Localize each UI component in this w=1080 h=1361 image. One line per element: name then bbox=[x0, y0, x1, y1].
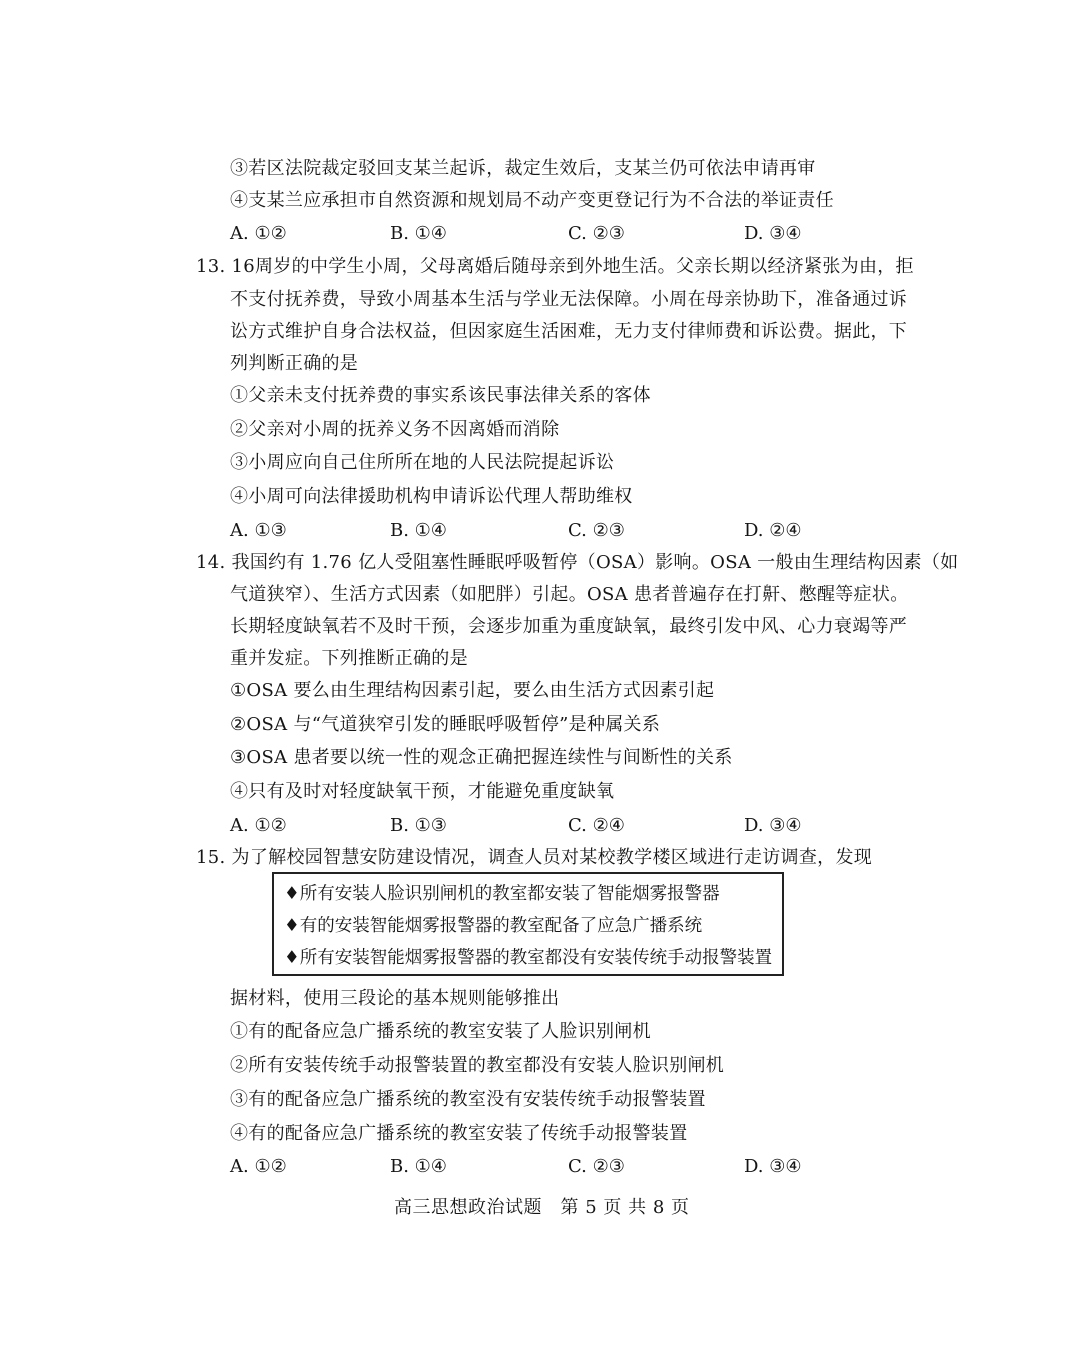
prev-statement-3: ③若区法院裁定驳回支某兰起诉，裁定生效后，支某兰仍可依法申请再审 bbox=[230, 158, 816, 179]
q15-option-c: C. ②③ bbox=[568, 1156, 625, 1177]
q15-option-d: D. ③④ bbox=[744, 1156, 802, 1177]
page-footer: 高三思想政治试题 第 5 页 共 8 页 bbox=[394, 1197, 690, 1218]
prev-statement-4: ④支某兰应承担市自然资源和规划局不动产变更登记行为不合法的举证责任 bbox=[230, 190, 834, 211]
q13-stem-line-4: 列判断正确的是 bbox=[230, 353, 359, 374]
q15-material-line-3: ♦所有安装智能烟雾报警器的教室都没有安装传统手动报警装置 bbox=[284, 948, 773, 968]
q13-stem-line-3: 讼方式维护自身合法权益，但因家庭生活困难，无力支付律师费和诉讼费。据此，下 bbox=[230, 321, 908, 342]
q15-statement-1: ①有的配备应急广播系统的教室安装了人脸识别闸机 bbox=[230, 1021, 651, 1042]
q14-option-c: C. ②④ bbox=[568, 815, 625, 836]
q14-stem-line-4: 重并发症。下列推断正确的是 bbox=[230, 648, 468, 669]
q14-option-b: B. ①③ bbox=[390, 815, 447, 836]
q13-statement-1: ①父亲未支付抚养费的事实系该民事法律关系的客体 bbox=[230, 385, 651, 406]
q14-stem-line-2: 气道狭窄）、生活方式因素（如肥胖）引起。OSA 患者普遍存在打鼾、憋醒等症状。 bbox=[230, 584, 909, 605]
q14-statement-3: ③OSA 患者要以统一性的观念正确把握连续性与间断性的关系 bbox=[230, 747, 733, 768]
q13-option-b: B. ①④ bbox=[390, 520, 447, 541]
q14-stem-line-3: 长期轻度缺氧若不及时干预，会逐步加重为重度缺氧，最终引发中风、心力衰竭等严 bbox=[230, 616, 908, 637]
q13-stem-line-1: 13. 16周岁的中学生小周，父母离婚后随母亲到外地生活。父亲长期以经济紧张为由，拒 bbox=[196, 256, 914, 277]
q15-material-line-2: ♦有的安装智能烟雾报警器的教室配备了应急广播系统 bbox=[284, 916, 703, 936]
q13-option-a: A. ①③ bbox=[230, 520, 287, 541]
prev-option-b: B. ①④ bbox=[390, 223, 447, 244]
q13-stem-line-2: 不支付抚养费，导致小周基本生活与学业无法保障。小周在母亲协助下，准备通过诉 bbox=[230, 289, 908, 310]
q15-statement-3: ③有的配备应急广播系统的教室没有安装传统手动报警装置 bbox=[230, 1089, 706, 1110]
q15-option-a: A. ①② bbox=[230, 1156, 287, 1177]
q14-stem-line-1: 14. 我国约有 1.76 亿人受阻塞性睡眠呼吸暂停（OSA）影响。OSA 一般由生理结构因素（如 bbox=[196, 552, 959, 573]
q14-option-d: D. ③④ bbox=[744, 815, 802, 836]
q13-statement-4: ④小周可向法律援助机构申请诉讼代理人帮助维权 bbox=[230, 486, 633, 507]
q13-statement-3: ③小周应向自己住所所在地的人民法院提起诉讼 bbox=[230, 452, 615, 473]
q14-statement-1: ①OSA 要么由生理结构因素引起，要么由生活方式因素引起 bbox=[230, 680, 715, 701]
q15-statement-4: ④有的配备应急广播系统的教室安装了传统手动报警装置 bbox=[230, 1123, 688, 1144]
q15-lead: 据材料，使用三段论的基本规则能够推出 bbox=[230, 988, 560, 1009]
q13-statement-2: ②父亲对小周的抚养义务不因离婚而消除 bbox=[230, 419, 560, 440]
q15-stem: 15. 为了解校园智慧安防建设情况，调查人员对某校教学楼区域进行走访调查，发现 bbox=[196, 847, 873, 868]
q15-material-box bbox=[272, 872, 784, 976]
prev-option-a: A. ①② bbox=[230, 223, 287, 244]
q13-option-d: D. ②④ bbox=[744, 520, 802, 541]
prev-option-c: C. ②③ bbox=[568, 223, 625, 244]
q15-statement-2: ②所有安装传统手动报警装置的教室都没有安装人脸识别闸机 bbox=[230, 1055, 725, 1076]
q13-option-c: C. ②③ bbox=[568, 520, 625, 541]
q15-material-line-1: ♦所有安装人脸识别闸机的教室都安装了智能烟雾报警器 bbox=[284, 884, 720, 904]
q14-statement-2: ②OSA 与“气道狭窄引发的睡眠呼吸暂停”是种属关系 bbox=[230, 714, 661, 735]
prev-option-d: D. ③④ bbox=[744, 223, 802, 244]
q14-statement-4: ④只有及时对轻度缺氧干预，才能避免重度缺氧 bbox=[230, 781, 615, 802]
q15-option-b: B. ①④ bbox=[390, 1156, 447, 1177]
q14-option-a: A. ①② bbox=[230, 815, 287, 836]
